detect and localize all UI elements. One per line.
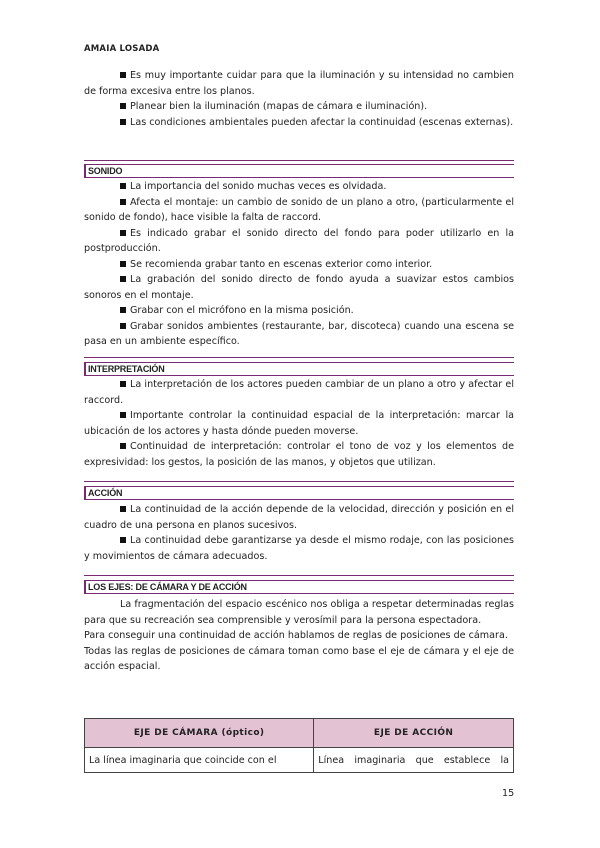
bullet-item: Importante controlar la continuidad espacial de la interpretación: marcar la ubicación de los actores y hasta dónde pueden moverse.	[84, 410, 514, 437]
table-cell: La línea imaginaria que coincide con el	[85, 748, 314, 773]
bullet-item: La interpretación de los actores pueden cambiar de un plano a otro y afectar el raccord.	[84, 379, 514, 406]
page-number: 15	[502, 788, 515, 799]
table-header-row	[85, 719, 514, 748]
paragraph: La fragmentación del espacio escénico nos obliga a respetar determinadas reglas para que su recreación sea comprensible y verosímil para la persona espectadora.	[84, 599, 514, 626]
bullet-item: Grabar sonidos ambientes (restaurante, bar, discoteca) cuando una escena se pasa en un ambiente específico.	[84, 320, 514, 347]
paragraph: Para conseguir una continuidad de acción hablamos de reglas de posiciones de cámara.	[84, 630, 508, 641]
bullet-item: Las condiciones ambientales pueden afectar la continuidad (escenas externas).	[84, 115, 514, 131]
table-header-cell: EJE DE ACCIÓN	[314, 719, 514, 748]
table-cell: Línea imaginaria que establece la	[314, 748, 514, 773]
section-separator	[84, 575, 514, 576]
section-separator	[84, 481, 514, 482]
section-title-interpretacion: INTERPRETACIÓN	[84, 362, 514, 376]
section-title-sonido: SONIDO	[84, 164, 514, 178]
bullet-item: La importancia del sonido muchas veces es olvidada.	[84, 179, 514, 195]
page-header: AMAIA LOSADA	[84, 44, 160, 54]
section-separator	[84, 160, 514, 161]
bullet-item: Planear bien la iluminación (mapas de cámara e iluminación).	[84, 99, 514, 115]
bullet-item: La grabación del sonido directo de fondo ayuda a suavizar estos cambios sonoros en el montaje.	[84, 274, 514, 301]
ejes-table	[84, 718, 514, 773]
paragraph: Todas las reglas de posiciones de cámara toman como base el eje de cámara y el eje de acción espacial.	[84, 645, 514, 672]
bullet-item: Grabar con el micrófono en la misma posición.	[84, 303, 514, 319]
table-row	[85, 748, 514, 773]
table-header-cell: EJE DE CÁMARA (óptico)	[85, 719, 314, 748]
bullet-item: Es indicado grabar el sonido directo del fondo para poder utilizarlo en la postproducción.	[84, 227, 514, 254]
section-title-ejes: LOS EJES: DE CÁMARA Y DE ACCIÓN	[84, 580, 514, 594]
section-separator	[84, 357, 514, 358]
bullet-item: Continuidad de interpretación: controlar el tono de voz y los elementos de expresividad: los gestos, la posición de las manos, y objetos que utilizan.	[84, 441, 514, 468]
section-title-accion: ACCIÓN	[84, 486, 514, 500]
sonido-bullets	[84, 179, 514, 350]
bullet-item: La continuidad debe garantizarse ya desde el mismo rodaje, con las posiciones y movimientos de cámara adecuados.	[84, 535, 514, 562]
bullet-item: La continuidad de la acción depende de la velocidad, dirección y posición en el cuadro de una persona en planos sucesivos.	[84, 504, 514, 531]
accion-bullets	[84, 502, 514, 564]
ejes-paragraphs	[84, 597, 514, 675]
bullet-item: Se recomienda grabar tanto en escenas exterior como interior.	[84, 257, 514, 273]
bullet-item: Afecta el montaje: un cambio de sonido de un plano a otro, (particularmente el sonido de fondo), hace visible la falta de raccord.	[84, 196, 514, 223]
bullet-item: Es muy importante cuidar para que la iluminación y su intensidad no cambien de forma excesiva entre los planos.	[84, 70, 514, 97]
intro-bullets	[84, 68, 514, 130]
interpretacion-bullets	[84, 377, 514, 470]
